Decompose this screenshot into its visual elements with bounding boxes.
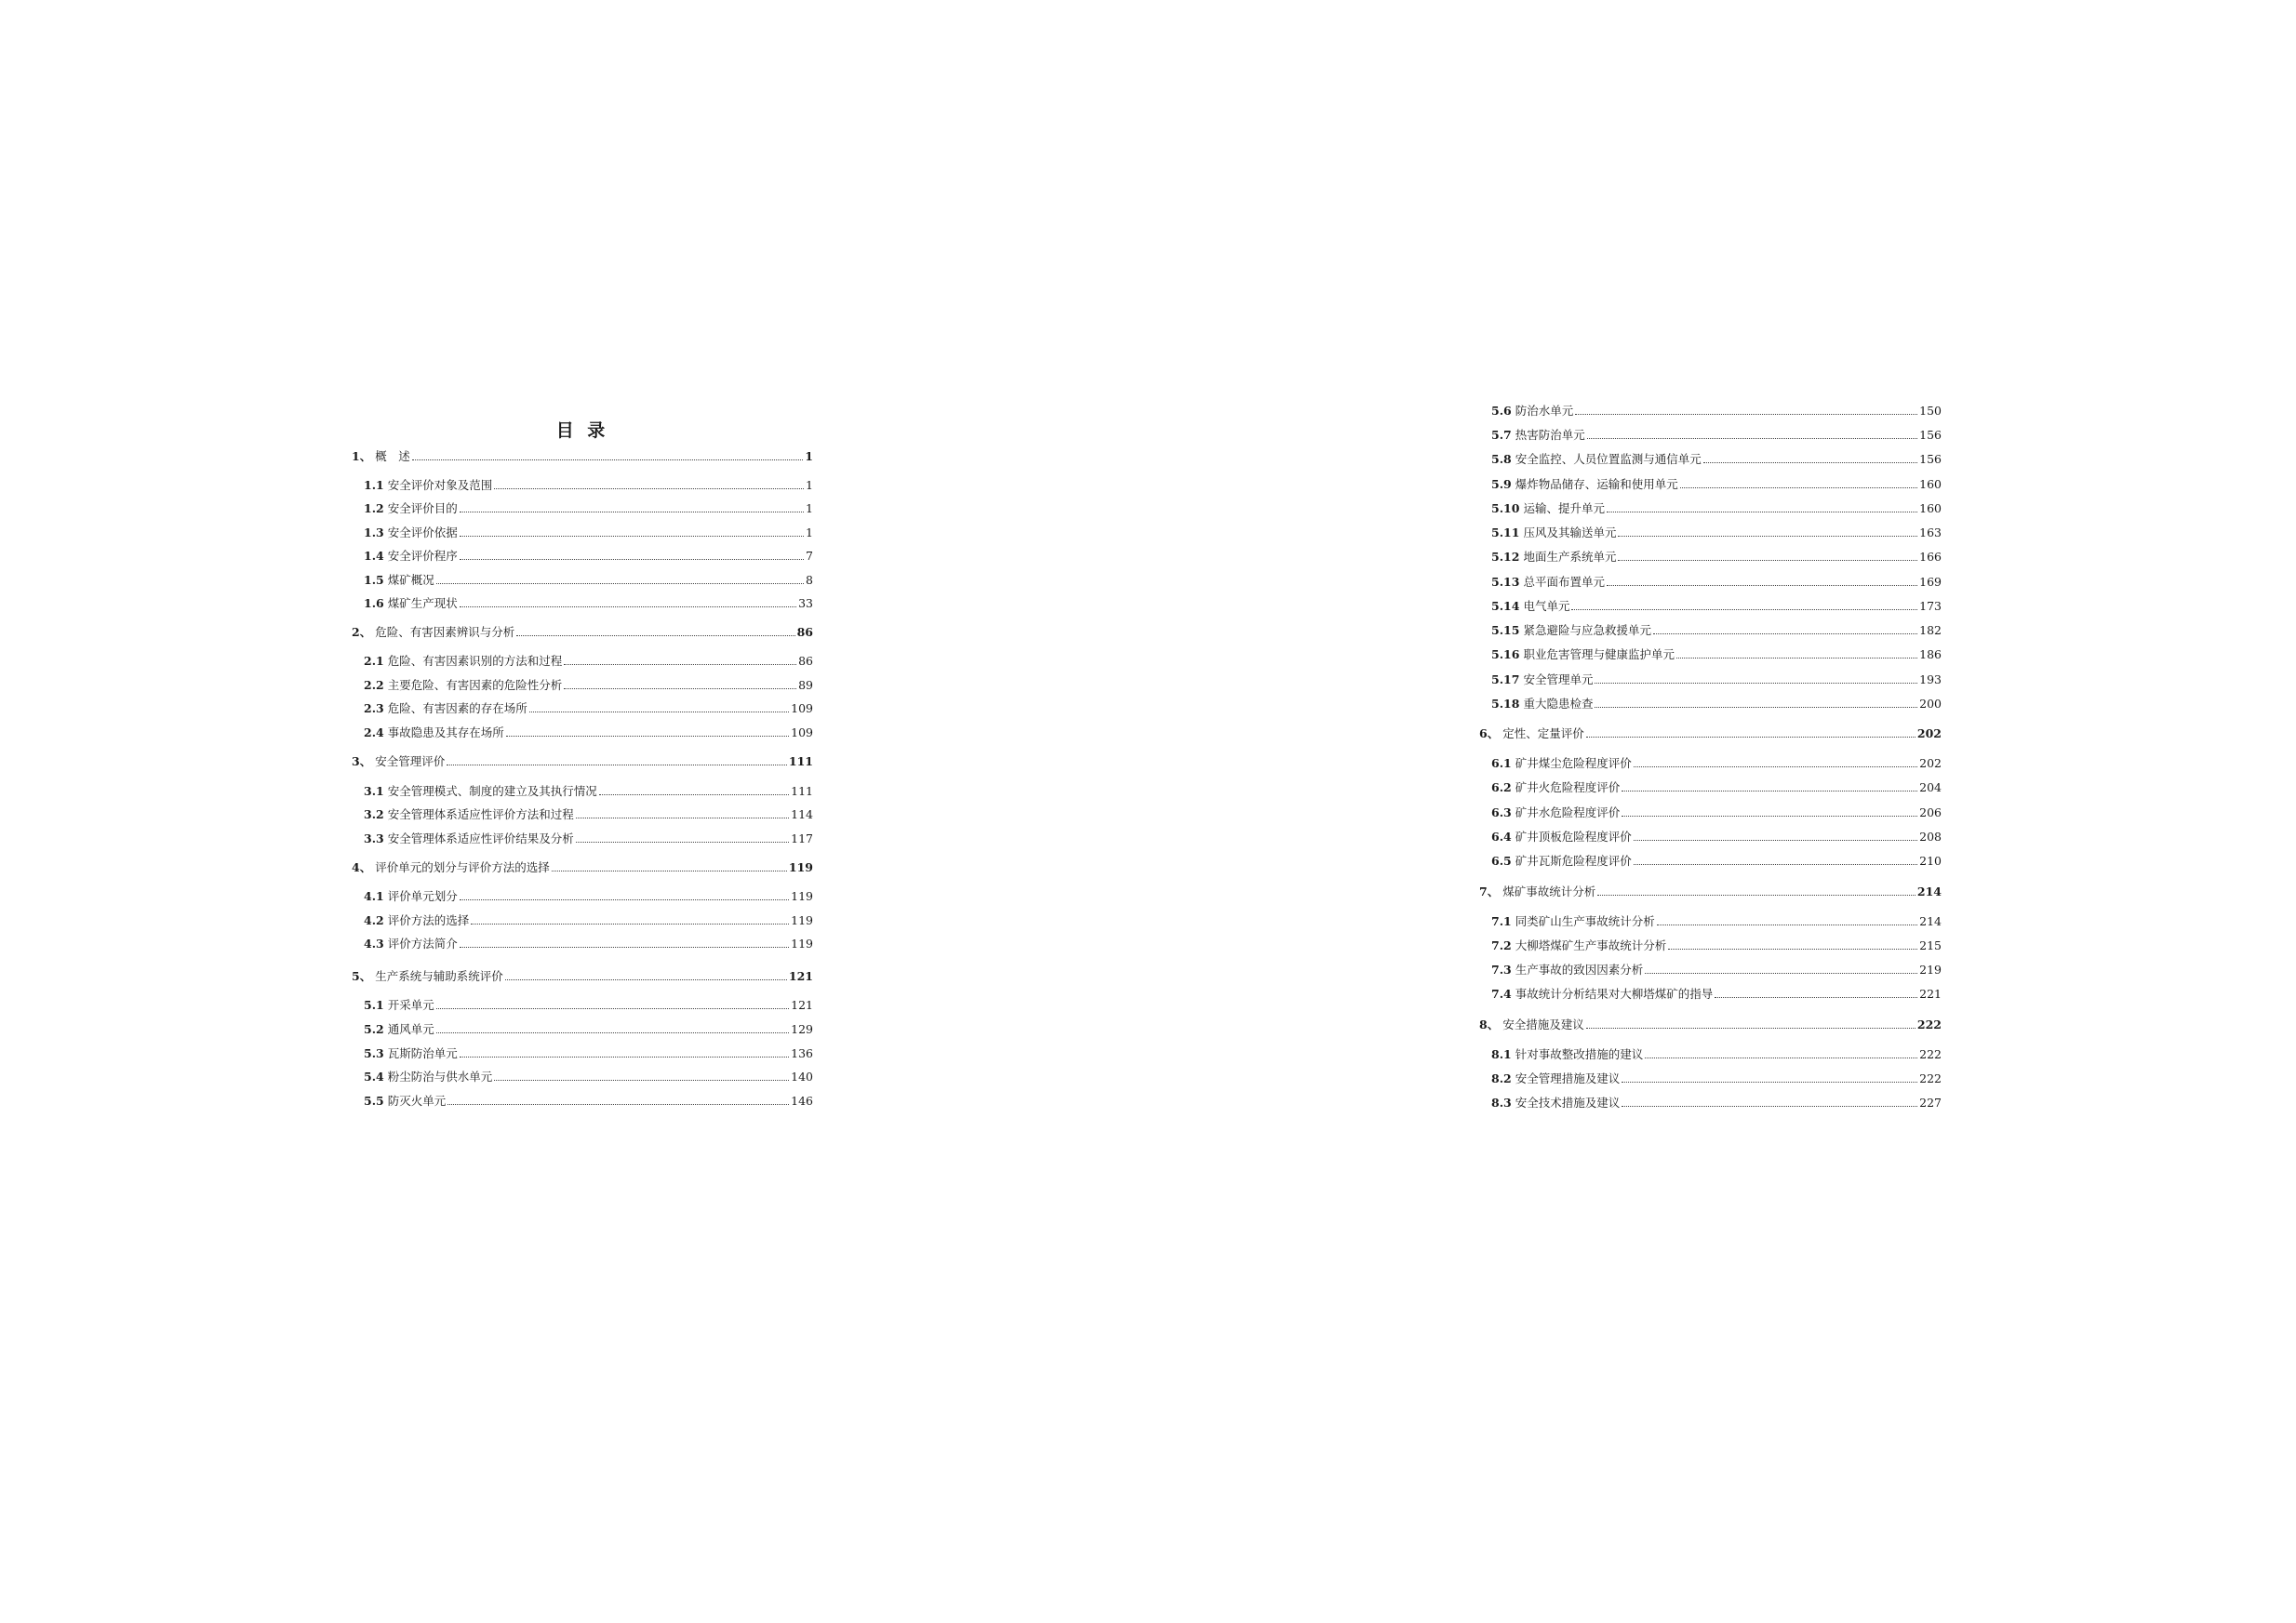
toc-entry-number: 5.16 xyxy=(1491,647,1520,661)
toc-dot-leader xyxy=(1618,559,1917,561)
toc-entry[interactable] xyxy=(352,1093,813,1110)
toc-entry[interactable] xyxy=(1479,403,1942,419)
toc-page-number: 208 xyxy=(1919,830,1942,844)
toc-entry-label: 热害防治单元 xyxy=(1515,428,1585,442)
toc-entry-number: 1.4 xyxy=(364,549,384,563)
toc-dot-leader xyxy=(494,487,804,489)
toc-entry-number: 8、 xyxy=(1479,1018,1500,1031)
toc-entry[interactable] xyxy=(1479,1017,1942,1033)
toc-page-number: 1 xyxy=(806,525,813,539)
toc-dot-leader xyxy=(436,1007,789,1009)
toc-page-number: 186 xyxy=(1919,647,1942,661)
toc-page-number: 227 xyxy=(1919,1096,1942,1110)
toc-entry-number: 6.2 xyxy=(1491,780,1512,794)
toc-page-number: 117 xyxy=(791,831,813,845)
toc-dot-leader xyxy=(460,946,789,948)
toc-entry-label: 定性、定量评价 xyxy=(1502,726,1584,740)
toc-page-number: 214 xyxy=(1919,914,1942,928)
toc-entry[interactable] xyxy=(1479,779,1942,796)
toc-page-number: 86 xyxy=(796,625,813,639)
toc-entry-label: 爆炸物品储存、运输和使用单元 xyxy=(1515,477,1678,491)
toc-page-number: 1 xyxy=(805,449,813,463)
toc-entry-number: 2.3 xyxy=(364,701,384,715)
toc-entry[interactable] xyxy=(1479,476,1942,493)
toc-entry[interactable] xyxy=(1479,427,1942,444)
toc-entry[interactable] xyxy=(352,525,813,541)
toc-entry[interactable] xyxy=(352,806,813,823)
toc-entry[interactable] xyxy=(1479,500,1942,517)
toc-page-number: 182 xyxy=(1919,623,1942,637)
toc-dot-leader xyxy=(1645,972,1917,974)
toc-entry[interactable] xyxy=(1479,884,1942,900)
toc-entry-number: 1、 xyxy=(352,449,372,463)
toc-dot-leader xyxy=(1676,657,1917,659)
toc-dot-leader xyxy=(1653,632,1917,634)
toc-dot-leader xyxy=(506,735,789,737)
toc-dot-leader xyxy=(599,793,789,795)
toc-entry[interactable] xyxy=(352,653,813,670)
toc-entry-number: 6.3 xyxy=(1491,805,1512,819)
toc-entry-number: 5、 xyxy=(352,969,372,983)
toc-entry-label: 矿井火危险程度评价 xyxy=(1515,780,1621,794)
toc-entry-label: 安全管理模式、制度的建立及其执行情况 xyxy=(387,784,597,798)
toc-entry[interactable] xyxy=(352,912,813,929)
toc-dot-leader xyxy=(1634,863,1917,865)
toc-entry-label: 防灭火单元 xyxy=(387,1094,447,1108)
toc-dot-leader xyxy=(447,764,787,765)
toc-page-number: 111 xyxy=(788,754,813,768)
toc-entry-label: 安全措施及建议 xyxy=(1502,1018,1584,1031)
toc-entry-number: 7.4 xyxy=(1491,987,1512,1001)
toc-entry-label: 评价单元划分 xyxy=(387,889,458,903)
toc-dot-leader xyxy=(1622,1105,1917,1107)
toc-entry-number: 6、 xyxy=(1479,726,1500,740)
toc-page-number: 222 xyxy=(1916,1018,1942,1031)
toc-dot-leader xyxy=(576,817,789,818)
toc-entry-label: 安全评价对象及范围 xyxy=(387,478,493,492)
toc-entry-label: 煤矿概况 xyxy=(387,573,434,587)
toc-page-number: 140 xyxy=(791,1070,813,1084)
toc-page-number: 119 xyxy=(791,913,813,927)
toc-entry-number: 5.14 xyxy=(1491,599,1520,613)
toc-entry[interactable] xyxy=(1479,962,1942,978)
toc-dot-leader xyxy=(412,459,804,460)
toc-dot-leader xyxy=(1634,839,1917,841)
toc-page-number: 200 xyxy=(1919,697,1942,711)
toc-entry-number: 1.6 xyxy=(364,596,384,610)
toc-entry-label: 安全评价程序 xyxy=(387,549,458,563)
toc-entry-label: 安全评价目的 xyxy=(387,501,458,515)
toc-dot-leader xyxy=(1668,948,1917,950)
toc-entry[interactable] xyxy=(1479,829,1942,845)
toc-entry-number: 4、 xyxy=(352,860,372,874)
toc-entry[interactable] xyxy=(352,936,813,952)
toc-dot-leader xyxy=(505,978,787,980)
toc-entry[interactable] xyxy=(1479,549,1942,565)
toc-page-number: 150 xyxy=(1919,404,1942,418)
toc-entry-label: 压风及其输送单元 xyxy=(1523,525,1617,539)
toc-entry-number: 6.4 xyxy=(1491,830,1512,844)
toc-entry-number: 6.1 xyxy=(1491,756,1512,770)
toc-entry-label: 粉尘防治与供水单元 xyxy=(387,1070,493,1084)
toc-dot-leader xyxy=(1645,1057,1917,1058)
toc-entry-label: 安全管理评价 xyxy=(375,754,446,768)
toc-entry-label: 运输、提升单元 xyxy=(1523,501,1605,515)
toc-entry-label: 大柳塔煤矿生产事故统计分析 xyxy=(1515,938,1667,952)
toc-dot-leader xyxy=(1607,584,1917,586)
toc-entry-label: 重大隐患检查 xyxy=(1523,697,1594,711)
toc-entry-label: 矿井瓦斯危险程度评价 xyxy=(1515,854,1632,868)
toc-page-number: 129 xyxy=(791,1022,813,1036)
toc-entry[interactable] xyxy=(352,677,813,694)
toc-entry-number: 3.1 xyxy=(364,784,384,798)
toc-entry-number: 3、 xyxy=(352,754,372,768)
toc-page-number: 156 xyxy=(1919,428,1942,442)
toc-entry-label: 地面生产系统单元 xyxy=(1523,550,1617,564)
toc-entry[interactable] xyxy=(1479,986,1942,1003)
toc-dot-leader xyxy=(1715,996,1917,998)
toc-dot-leader xyxy=(1571,608,1917,610)
toc-entry-number: 5.10 xyxy=(1491,501,1520,515)
toc-entry-number: 8.2 xyxy=(1491,1071,1512,1085)
toc-entry[interactable] xyxy=(1479,853,1942,870)
toc-entry[interactable] xyxy=(352,888,813,905)
toc-entry-label: 电气单元 xyxy=(1523,599,1570,613)
toc-entry-number: 4.1 xyxy=(364,889,384,903)
toc-entry-label: 安全管理措施及建议 xyxy=(1515,1071,1621,1085)
toc-entry-number: 4.2 xyxy=(364,913,384,927)
toc-entry-number: 3.2 xyxy=(364,807,384,821)
toc-dot-leader xyxy=(516,634,794,636)
toc-dot-leader xyxy=(1586,736,1916,738)
toc-page-number: 202 xyxy=(1916,726,1942,740)
toc-entry-number: 5.9 xyxy=(1491,477,1512,491)
toc-entry-number: 1.1 xyxy=(364,478,384,492)
toc-entry-label: 危险、有害因素识别的方法和过程 xyxy=(387,654,563,668)
toc-entry-label: 安全管理体系适应性评价结果及分析 xyxy=(387,831,574,845)
toc-entry-number: 1.5 xyxy=(364,573,384,587)
toc-entry-number: 8.3 xyxy=(1491,1096,1512,1110)
toc-entry-label: 矿井水危险程度评价 xyxy=(1515,805,1621,819)
toc-dot-leader xyxy=(436,582,804,584)
toc-entry-label: 生产事故的致因因素分析 xyxy=(1515,963,1644,977)
toc-entry-label: 评价方法的选择 xyxy=(387,913,470,927)
toc-entry[interactable] xyxy=(1479,938,1942,954)
toc-entry-label: 概 述 xyxy=(375,449,410,463)
toc-entry-number: 5.2 xyxy=(364,1022,384,1036)
toc-entry-label: 主要危险、有害因素的危险性分析 xyxy=(387,678,563,692)
toc-dot-leader xyxy=(460,535,804,537)
toc-page-number: 156 xyxy=(1919,452,1942,466)
toc-page-number: 7 xyxy=(806,549,813,563)
toc-entry-number: 6.5 xyxy=(1491,854,1512,868)
toc-page-number: 160 xyxy=(1919,477,1942,491)
toc-page-number: 202 xyxy=(1919,756,1942,770)
toc-entry[interactable] xyxy=(352,548,813,565)
toc-entry-label: 紧急避险与应急救援单元 xyxy=(1523,623,1651,637)
toc-page-number: 204 xyxy=(1919,780,1942,794)
toc-entry-label: 总平面布置单元 xyxy=(1523,575,1605,589)
toc-entry[interactable] xyxy=(1479,1071,1942,1087)
toc-page-number: 86 xyxy=(798,654,813,668)
toc-page-number: 222 xyxy=(1919,1047,1942,1061)
toc-dot-leader xyxy=(447,1103,789,1105)
toc-entry-number: 5.15 xyxy=(1491,623,1520,637)
toc-entry-number: 5.8 xyxy=(1491,452,1512,466)
toc-entry[interactable] xyxy=(352,595,813,612)
toc-dot-leader xyxy=(1680,486,1917,488)
toc-page-number: 166 xyxy=(1919,550,1942,564)
toc-entry-label: 同类矿山生产事故统计分析 xyxy=(1515,914,1655,928)
toc-page-number: 109 xyxy=(791,725,813,739)
toc-entry-label: 安全监控、人员位置监测与通信单元 xyxy=(1515,452,1702,466)
toc-page-number: 33 xyxy=(798,596,813,610)
toc-page-number: 119 xyxy=(788,860,813,874)
toc-entry[interactable] xyxy=(1479,1046,1942,1063)
toc-page-number: 1 xyxy=(806,478,813,492)
toc-title: 目 录 xyxy=(555,420,609,441)
toc-page-number: 121 xyxy=(791,998,813,1012)
toc-entry[interactable] xyxy=(352,448,813,465)
toc-entry[interactable] xyxy=(1479,574,1942,591)
toc-page-number: 173 xyxy=(1919,599,1942,613)
toc-page-number: 215 xyxy=(1919,938,1942,952)
toc-entry-number: 5.12 xyxy=(1491,550,1520,564)
toc-entry-number: 5.4 xyxy=(364,1070,384,1084)
toc-entry-label: 事故隐患及其存在场所 xyxy=(387,725,504,739)
toc-page-number: 119 xyxy=(791,889,813,903)
toc-entry[interactable] xyxy=(352,831,813,847)
toc-dot-leader xyxy=(471,923,789,925)
toc-entry[interactable] xyxy=(1479,725,1942,742)
toc-entry-label: 防治水单元 xyxy=(1515,404,1574,418)
toc-page-number: 214 xyxy=(1916,885,1942,898)
toc-entry[interactable] xyxy=(1479,598,1942,615)
toc-entry-number: 7.1 xyxy=(1491,914,1512,928)
toc-entry-label: 煤矿生产现状 xyxy=(387,596,458,610)
toc-entry-label: 评价方法简介 xyxy=(387,937,458,951)
toc-entry-label: 危险、有害因素的存在场所 xyxy=(387,701,527,715)
toc-entry-number: 5.13 xyxy=(1491,575,1520,589)
toc-dot-leader xyxy=(460,1056,789,1058)
toc-entry-number: 3.3 xyxy=(364,831,384,845)
toc-entry-number: 1.3 xyxy=(364,525,384,539)
toc-dot-leader xyxy=(1618,535,1917,537)
toc-entry[interactable] xyxy=(1479,696,1942,712)
toc-entry-label: 生产系统与辅助系统评价 xyxy=(375,969,503,983)
toc-entry-number: 7.2 xyxy=(1491,938,1512,952)
toc-entry[interactable] xyxy=(352,753,813,770)
toc-entry[interactable] xyxy=(352,477,813,494)
toc-dot-leader xyxy=(1703,461,1917,463)
toc-dot-leader xyxy=(494,1079,789,1081)
toc-dot-leader xyxy=(1575,413,1917,415)
toc-entry-label: 评价单元的划分与评价方法的选择 xyxy=(375,860,550,874)
toc-entry[interactable] xyxy=(352,572,813,589)
toc-dot-leader xyxy=(460,511,804,512)
toc-dot-leader xyxy=(1595,706,1917,708)
toc-entry[interactable] xyxy=(352,859,813,876)
toc-entry-number: 2.2 xyxy=(364,678,384,692)
toc-dot-leader xyxy=(552,870,787,871)
toc-entry[interactable] xyxy=(352,1069,813,1085)
toc-dot-leader xyxy=(1607,511,1917,512)
toc-entry[interactable] xyxy=(352,1021,813,1038)
toc-entry[interactable] xyxy=(352,1045,813,1062)
toc-entry[interactable] xyxy=(352,783,813,800)
toc-page-number: 114 xyxy=(791,807,813,821)
toc-entry[interactable] xyxy=(352,624,813,641)
toc-entry-number: 5.17 xyxy=(1491,672,1520,686)
toc-entry-number: 2.1 xyxy=(364,654,384,668)
toc-entry-label: 安全管理体系适应性评价方法和过程 xyxy=(387,807,574,821)
toc-entry[interactable] xyxy=(1479,1095,1942,1111)
toc-dot-leader xyxy=(1634,765,1917,767)
toc-entry-label: 矿井顶板危险程度评价 xyxy=(1515,830,1632,844)
toc-page-number: 163 xyxy=(1919,525,1942,539)
toc-entry[interactable] xyxy=(1479,805,1942,821)
toc-page-number: 8 xyxy=(806,573,813,587)
toc-entry-number: 2、 xyxy=(352,625,372,639)
toc-entry[interactable] xyxy=(1479,525,1942,541)
toc-entry[interactable] xyxy=(352,500,813,517)
toc-entry-number: 7、 xyxy=(1479,885,1500,898)
toc-page-number: 89 xyxy=(798,678,813,692)
toc-entry[interactable] xyxy=(1479,451,1942,468)
toc-entry-number: 5.5 xyxy=(364,1094,384,1108)
toc-dot-leader xyxy=(1597,894,1916,896)
toc-entry[interactable] xyxy=(1479,672,1942,688)
toc-entry-label: 职业危害管理与健康监护单元 xyxy=(1523,647,1675,661)
toc-entry-label: 针对事故整改措施的建议 xyxy=(1515,1047,1644,1061)
toc-page-number: 121 xyxy=(788,969,813,983)
toc-page-number: 219 xyxy=(1919,963,1942,977)
toc-entry[interactable] xyxy=(352,700,813,717)
toc-entry[interactable] xyxy=(352,968,813,985)
toc-page-number: 111 xyxy=(791,784,813,798)
toc-entry-label: 危险、有害因素辨识与分析 xyxy=(375,625,515,639)
toc-dot-leader xyxy=(576,841,789,843)
toc-page-number: 222 xyxy=(1919,1071,1942,1085)
toc-entry-number: 5.18 xyxy=(1491,697,1520,711)
toc-entry[interactable] xyxy=(1479,622,1942,639)
toc-entry-label: 开采单元 xyxy=(387,998,434,1012)
toc-entry-number: 1.2 xyxy=(364,501,384,515)
toc-entry-number: 4.3 xyxy=(364,937,384,951)
toc-dot-leader xyxy=(1622,815,1917,817)
toc-entry[interactable] xyxy=(1479,755,1942,772)
toc-entry-number: 5.6 xyxy=(1491,404,1512,418)
toc-page-number: 119 xyxy=(791,937,813,951)
toc-entry-label: 事故统计分析结果对大柳塔煤矿的指导 xyxy=(1515,987,1714,1001)
toc-entry-label: 安全技术措施及建议 xyxy=(1515,1096,1621,1110)
toc-entry[interactable] xyxy=(352,725,813,741)
toc-dot-leader xyxy=(529,711,789,712)
toc-dot-leader xyxy=(460,605,796,607)
toc-dot-leader xyxy=(436,1031,789,1033)
toc-dot-leader xyxy=(564,663,796,665)
toc-entry-number: 2.4 xyxy=(364,725,384,739)
toc-page-number: 109 xyxy=(791,701,813,715)
toc-page-number: 169 xyxy=(1919,575,1942,589)
toc-entry-number: 8.1 xyxy=(1491,1047,1512,1061)
toc-page-number: 160 xyxy=(1919,501,1942,515)
toc-entry-label: 煤矿事故统计分析 xyxy=(1502,885,1596,898)
toc-entry-number: 7.3 xyxy=(1491,963,1512,977)
toc-dot-leader xyxy=(1587,437,1917,439)
toc-entry[interactable] xyxy=(1479,646,1942,663)
toc-page-number: 206 xyxy=(1919,805,1942,819)
toc-dot-leader xyxy=(1586,1027,1916,1029)
toc-entry[interactable] xyxy=(352,997,813,1014)
toc-page-number: 136 xyxy=(791,1046,813,1060)
toc-page-number: 146 xyxy=(791,1094,813,1108)
toc-entry-label: 通风单元 xyxy=(387,1022,434,1036)
toc-dot-leader xyxy=(460,558,804,560)
toc-page-number: 210 xyxy=(1919,854,1942,868)
toc-dot-leader xyxy=(1595,682,1917,684)
toc-dot-leader xyxy=(460,898,789,900)
toc-entry-label: 矿井煤尘危险程度评价 xyxy=(1515,756,1632,770)
toc-entry-number: 5.3 xyxy=(364,1046,384,1060)
toc-dot-leader xyxy=(564,687,796,689)
toc-entry[interactable] xyxy=(1479,913,1942,930)
toc-entry-number: 5.1 xyxy=(364,998,384,1012)
toc-entry-label: 安全管理单元 xyxy=(1523,672,1594,686)
toc-entry-number: 5.11 xyxy=(1491,525,1520,539)
toc-dot-leader xyxy=(1622,790,1917,792)
toc-entry-label: 瓦斯防治单元 xyxy=(387,1046,458,1060)
toc-page-number: 221 xyxy=(1919,987,1942,1001)
toc-dot-leader xyxy=(1622,1081,1917,1083)
toc-page-number: 193 xyxy=(1919,672,1942,686)
toc-entry-label: 安全评价依据 xyxy=(387,525,458,539)
toc-dot-leader xyxy=(1657,924,1917,925)
toc-page-number: 1 xyxy=(806,501,813,515)
toc-entry-number: 5.7 xyxy=(1491,428,1512,442)
